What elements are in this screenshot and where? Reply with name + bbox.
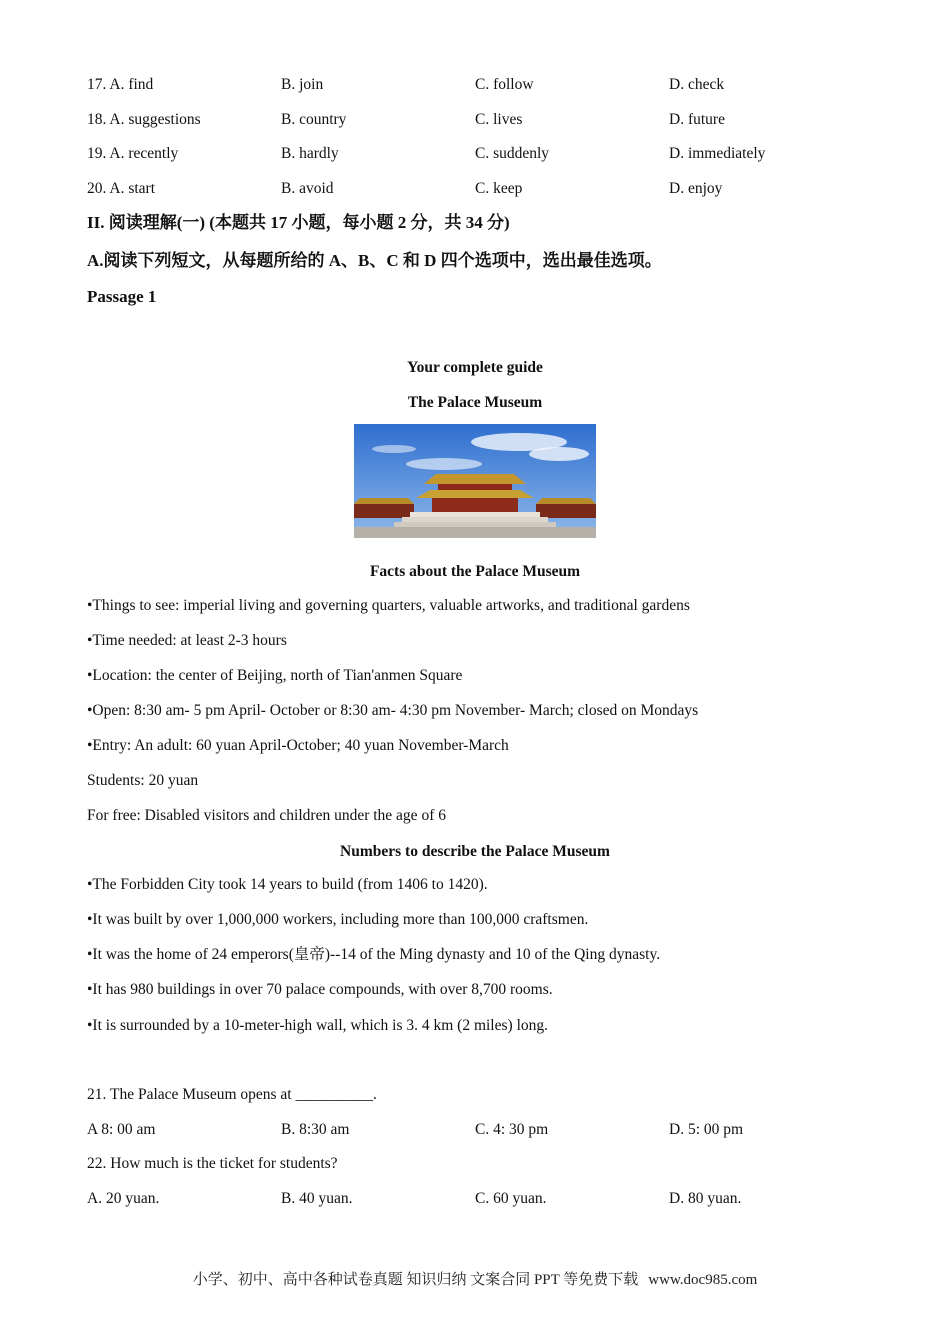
option-a: A 8: 00 am (87, 1121, 156, 1138)
option-a: 20. A. start (87, 180, 156, 197)
option-b: B. 40 yuan. (281, 1190, 353, 1207)
option-d: D. 5: 00 pm (669, 1121, 744, 1138)
option-d: D. future (669, 111, 725, 128)
section-instruction: A.阅读下列短文，从每题所给的 A、B、C 和 D 四个选项中，选出最佳选项。 (87, 251, 662, 270)
fact-item: •Time needed: at least 2-3 hours (87, 632, 287, 649)
option-b: B. country (281, 111, 347, 128)
numbers-heading: Numbers to describe the Palace Museum (340, 843, 610, 860)
footer-text: 小学、初中、高中各种试卷真题 知识归纳 文案合同 PPT 等免费下载 (192, 1272, 639, 1288)
fact-item: •Location: the center of Beijing, north of Tian'anmen Square (87, 667, 463, 684)
option-c: C. keep (475, 180, 523, 197)
page-footer (0, 1269, 950, 1291)
fact-item: Students: 20 yuan (87, 772, 199, 789)
option-b: B. avoid (281, 180, 334, 197)
option-d: D. immediately (669, 145, 766, 162)
option-b: B. 8:30 am (281, 1121, 350, 1138)
option-a: 18. A. suggestions (87, 111, 201, 128)
option-b: B. hardly (281, 145, 339, 162)
option-c: C. follow (475, 76, 534, 93)
guide-title: Your complete guide (407, 359, 543, 376)
fact-item: •Things to see: imperial living and governing quarters, valuable artworks, and traditional gardens (87, 597, 690, 614)
number-item: •It was the home of 24 emperors(皇帝)--14 of the Ming dynasty and 10 of the Qing dynasty. (87, 946, 661, 963)
option-a: A. 20 yuan. (87, 1190, 160, 1207)
facts-heading: Facts about the Palace Museum (369, 563, 581, 580)
fact-item: •Open: 8:30 am- 5 pm April- October or 8:30 am- 4:30 pm November- March; closed on Mondays (87, 702, 699, 719)
number-item: •It was built by over 1,000,000 workers, including more than 100,000 craftsmen. (87, 911, 589, 928)
option-d: D. 80 yuan. (669, 1190, 742, 1207)
question-21-stem: 21. The Palace Museum opens at __________. (87, 1086, 377, 1103)
number-item: •The Forbidden City took 14 years to build (from 1406 to 1420). (87, 876, 488, 893)
palace-museum-photo (354, 424, 596, 538)
option-a: 19. A. recently (87, 145, 179, 162)
option-a: 17. A. find (87, 76, 154, 93)
number-item: •It is surrounded by a 10-meter-high wall, which is 3. 4 km (2 miles) long. (87, 1017, 548, 1034)
option-b: B. join (281, 76, 324, 93)
option-c: C. 60 yuan. (475, 1190, 547, 1207)
option-d: D. check (669, 76, 725, 93)
number-item: •It has 980 buildings in over 70 palace compounds, with over 8,700 rooms. (87, 981, 553, 998)
footer-url[interactable]: www.doc985.com (648, 1272, 758, 1288)
section-title: II. 阅读理解(一) (本题共 17 小题，每小题 2 分，共 34 分) (87, 213, 510, 232)
option-c: C. lives (475, 111, 523, 128)
question-22-stem: 22. How much is the ticket for students? (87, 1155, 338, 1172)
option-c: C. suddenly (475, 145, 550, 162)
guide-subtitle: The Palace Museum (407, 394, 543, 411)
fact-item: •Entry: An adult: 60 yuan April-October; 40 yuan November-March (87, 737, 509, 754)
fact-item: For free: Disabled visitors and children under the age of 6 (87, 807, 446, 824)
option-c: C. 4: 30 pm (475, 1121, 549, 1138)
passage-label: Passage 1 (87, 287, 157, 306)
option-d: D. enjoy (669, 180, 723, 197)
